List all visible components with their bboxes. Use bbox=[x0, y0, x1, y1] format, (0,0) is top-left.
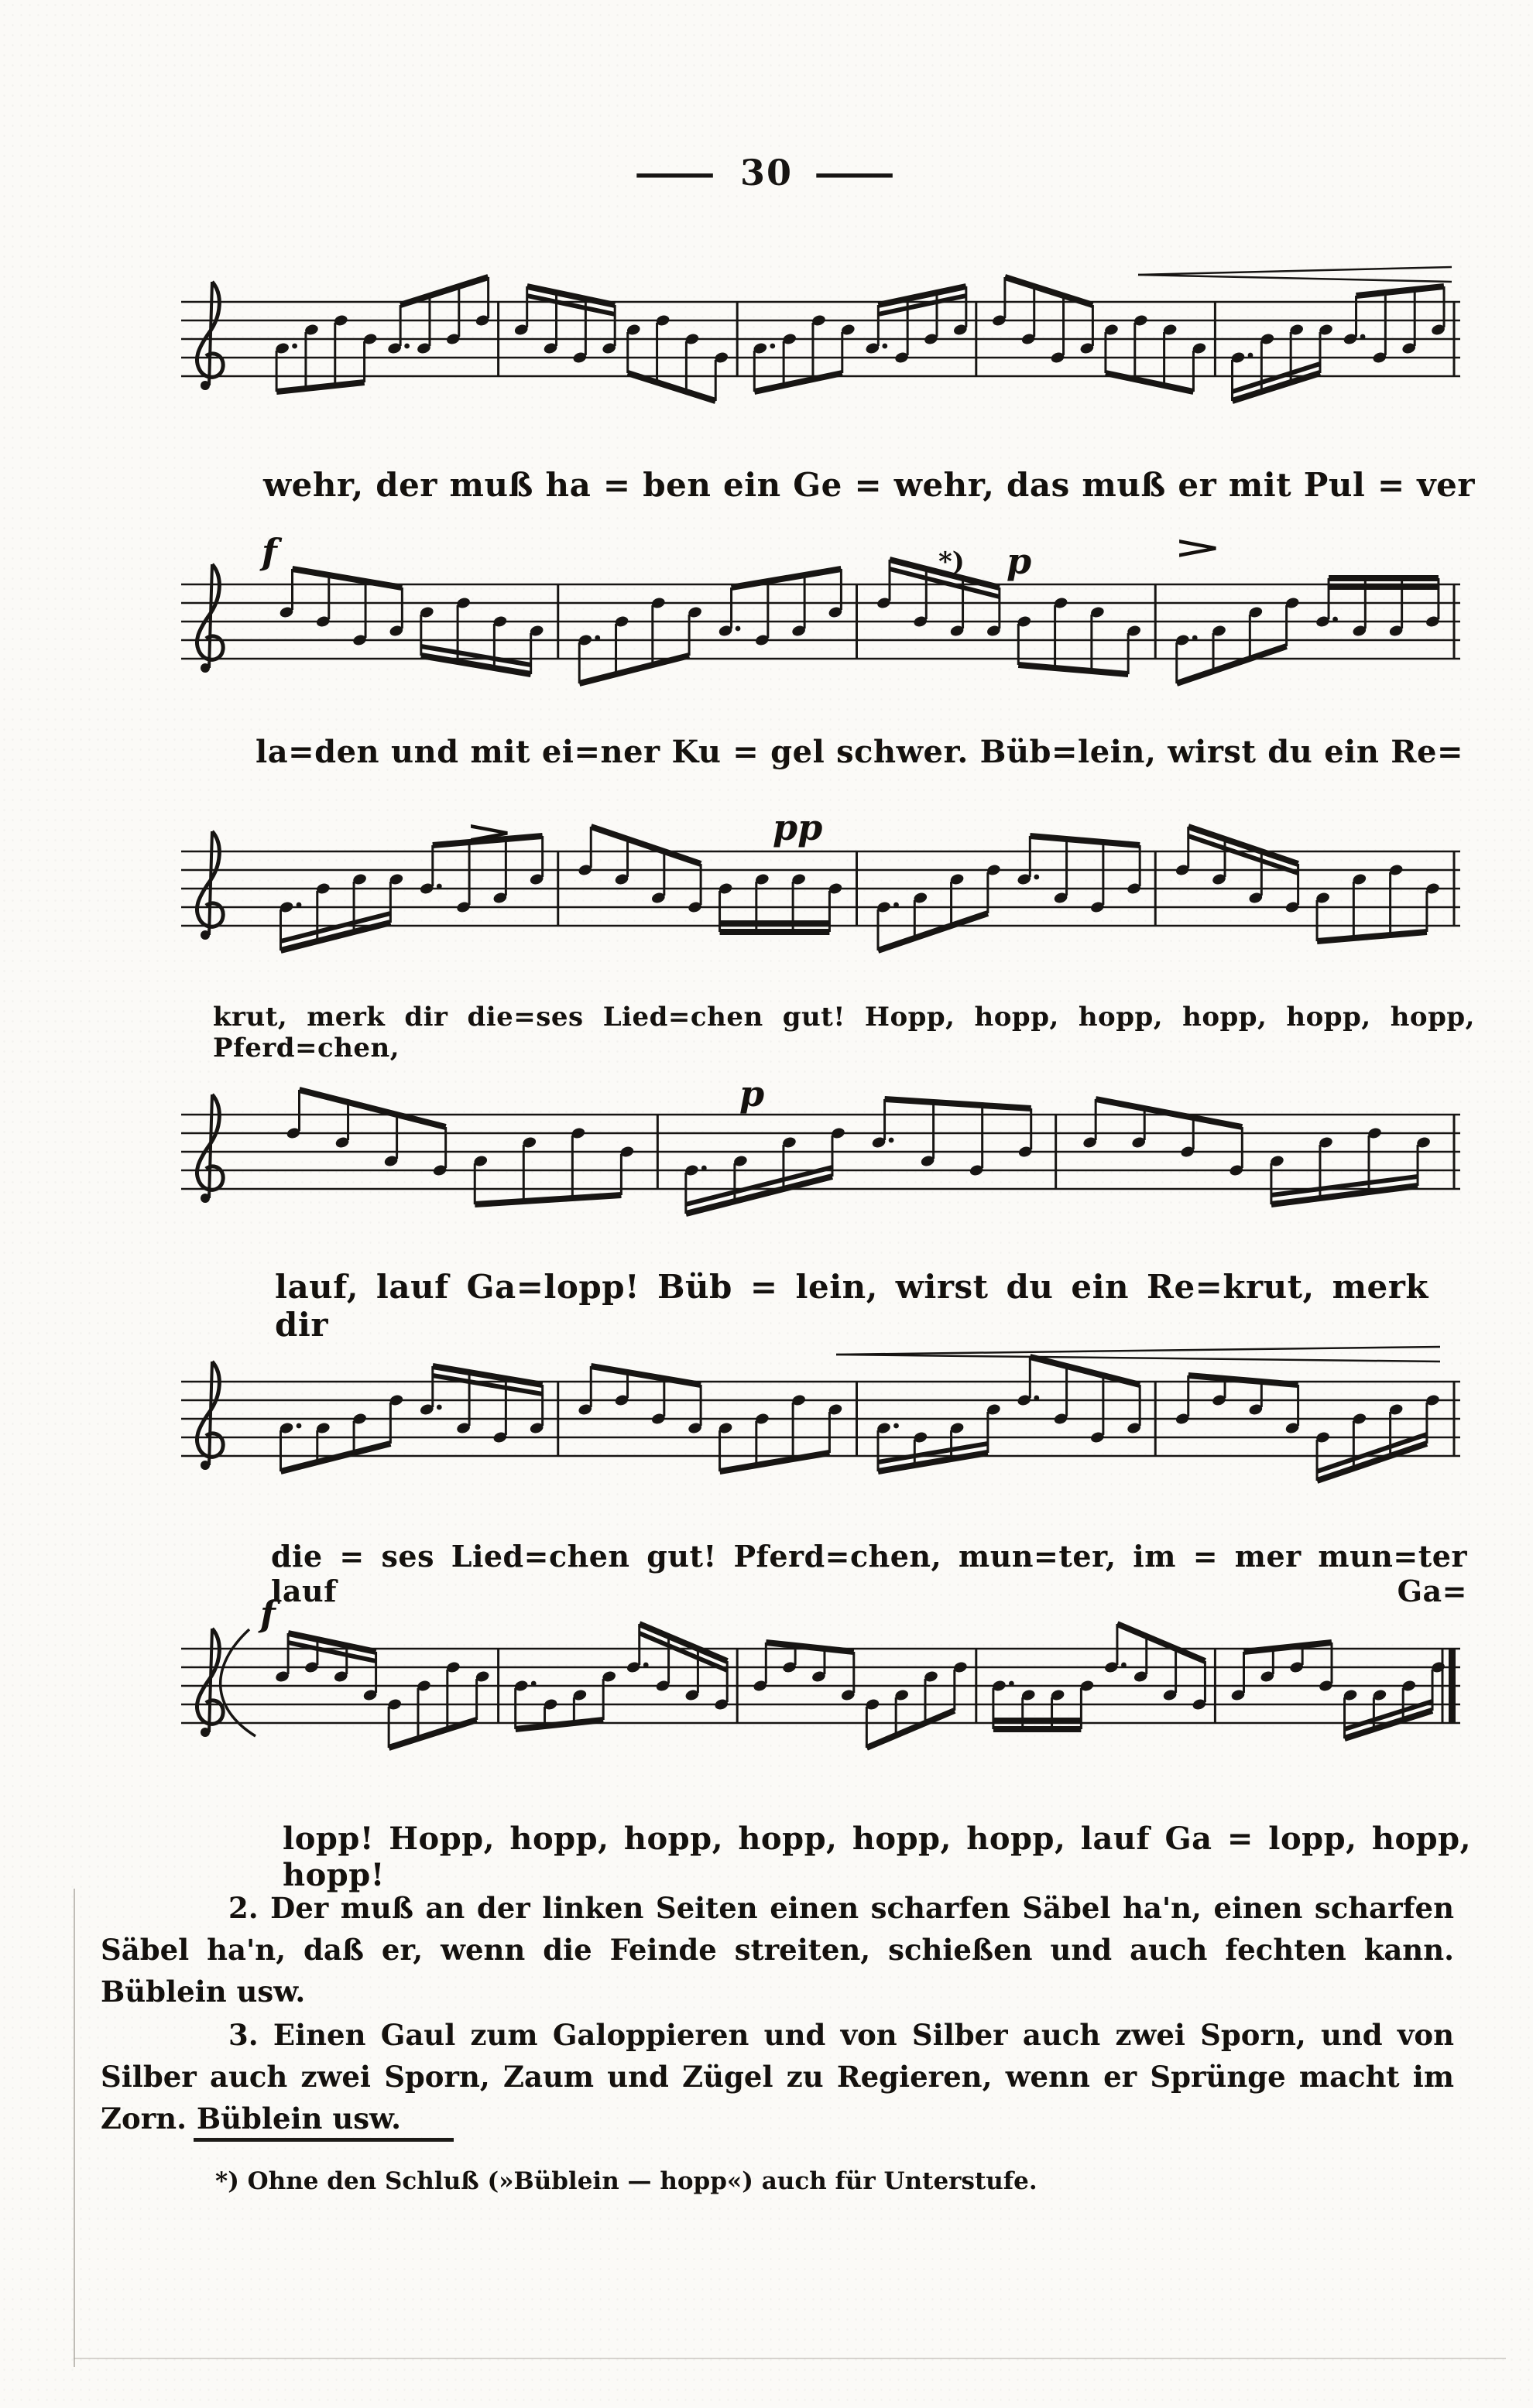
music-system-4 bbox=[178, 1072, 1463, 1235]
piano-mark-system4: p bbox=[739, 1073, 765, 1115]
lyric-line-2: la=den und mit ei=ner Ku = gel schwer. Büb=lein, wirst du ein Re= bbox=[256, 734, 1463, 770]
lyric-line-1: wehr, der muß ha = ben ein Ge = wehr, das muß er mit Pul = ver bbox=[263, 466, 1475, 504]
page-number: 30 bbox=[739, 152, 793, 194]
lyric-line-6: lopp! Hopp, hopp, hopp, hopp, hopp, hopp, lauf Ga = lopp, hopp, hopp! bbox=[283, 1821, 1471, 1893]
footnote-rule bbox=[194, 2138, 454, 2142]
footnote-text: *) Ohne den Schluß (»Büblein — hopp«) auch für Unterstufe. bbox=[215, 2167, 1037, 2195]
staff-6 bbox=[178, 1606, 1463, 1769]
lyric-line-5: die = ses Lied=chen gut! Pferd=chen, mun=ter, im = mer mun=ter lauf Ga= bbox=[271, 1539, 1467, 1608]
forte-mark-system2: f bbox=[262, 531, 277, 573]
accent-mark-system2: > bbox=[1173, 529, 1223, 566]
staff-2 bbox=[178, 542, 1463, 704]
pianissimo-mark-system3: pp bbox=[773, 807, 823, 848]
page-number-dash-right: — bbox=[811, 152, 901, 194]
verse-2: 2. Der muß an der linken Seiten einen scharfen Säbel ha'n, einen scharfen Säbel ha'n, daß er, wenn die Feinde streiten, schießen und auch fechten kann. Büblein usw. bbox=[101, 1891, 1454, 2009]
page-number-row bbox=[0, 152, 1533, 194]
piano-mark-system2: p bbox=[1007, 540, 1032, 582]
music-system-2 bbox=[178, 542, 1463, 704]
music-system-6 bbox=[178, 1606, 1463, 1769]
scan-edge-line-left bbox=[74, 1889, 75, 2367]
music-system-5 bbox=[178, 1339, 1463, 1502]
staff-4 bbox=[178, 1072, 1463, 1235]
verse-3: 3. Einen Gaul zum Galoppieren und von Silber auch zwei Sporn, und von Silber auch zwei Sporn, Zaum und Zügel zu Regieren, wenn er Sprünge macht im Zorn. Büblein usw. bbox=[101, 2018, 1454, 2136]
music-system-1 bbox=[178, 259, 1463, 422]
accent-mark-system3: > bbox=[465, 814, 514, 851]
lyric-line-3: krut, merk dir die=ses Lied=chen gut! Hopp, hopp, hopp, hopp, hopp, hopp, Pferd=chen, bbox=[213, 1002, 1475, 1064]
forte-mark-system6: f bbox=[260, 1593, 276, 1635]
scan-edge-line-bottom bbox=[74, 2358, 1506, 2359]
page-number-dash-left: — bbox=[632, 152, 722, 194]
footnote-marker-system2: *) bbox=[938, 546, 965, 577]
lyric-line-4: lauf, lauf Ga=lopp! Büb = lein, wirst du ein Re=krut, merk dir bbox=[275, 1268, 1428, 1344]
staff-5 bbox=[178, 1339, 1463, 1502]
staff-1 bbox=[178, 259, 1463, 422]
